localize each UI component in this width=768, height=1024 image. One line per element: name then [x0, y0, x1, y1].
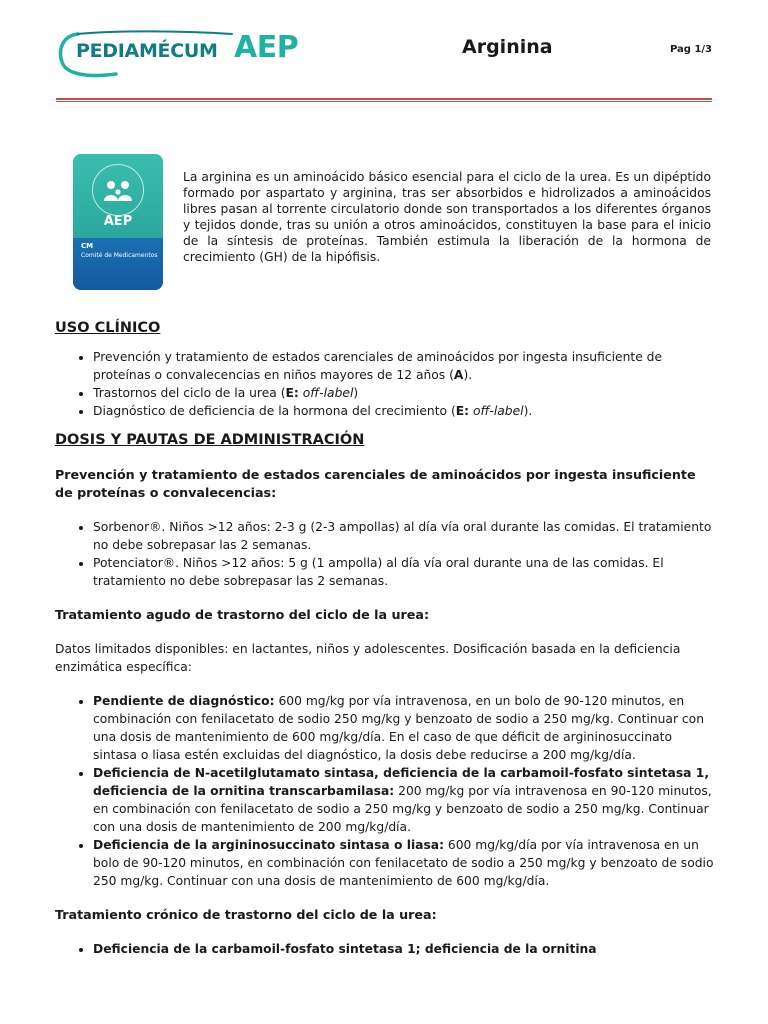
aep-seal-icon: [92, 164, 144, 216]
list-item: • Pendiente de diagnóstico: 600 mg/kg por vía intravenosa, en un bolo de 90-120 minutos, en combinación con fenilacetato de sodio 250 mg/kg y benzoato de sodio a 250 mg/kg. Continuar con una dosis de mantenimiento de 600 mg/kg/día. En el caso de que déficit de argininosuccinato sintasa o liasa estén excluidas del diagnóstico, la dosis debe reducirse a 200 mg/kg/día.: [93, 692, 715, 764]
header-divider-thin: [56, 101, 712, 102]
list-item: • Deficiencia de la argininosuccinato sintasa o liasa: 600 mg/kg/día por vía intravenosa en un bolo de 90-120 minutos, en combinación con fenilacetato de sodio a 250 mg/kg y benzoato de sodio 250 mg/kg. Continuar con una dosis de mantenimiento de 600 mg/kg/día.: [93, 836, 715, 890]
list-item: • Deficiencia de N-acetilglutamato sintasa, deficiencia de la carbamoil-fosfato sintetasa 1, deficiencia de la ornitina transcarbamilasa: 200 mg/kg por vía intravenosa en 90-120 minutos, en combinación con fenilacetato de sodio a 250 mg/kg y benzoato de sodio a 250 mg/kg. Continuar con una dosis de mantenimiento de 200 mg/kg/día.: [93, 764, 715, 836]
list-item: • Potenciator®. Niños >12 años: 5 g (1 ampolla) al día vía oral durante una de las comidas. El tratamiento no debe sobrepasar las 2 semanas.: [93, 554, 715, 590]
list-item: • Trastornos del ciclo de la urea (E: off-label): [93, 384, 715, 402]
section-heading-dosis: DOSIS Y PAUTAS DE ADMINISTRACIÓN: [55, 432, 365, 448]
pediamecum-logo: [56, 28, 306, 80]
badge-cm-label: CM: [81, 242, 94, 250]
subheading-agudo: Tratamiento agudo de trastorno del ciclo de la urea:: [55, 607, 430, 622]
aep-badge: [73, 154, 163, 290]
main-content: [55, 318, 715, 958]
logo-text: PEDIAMÉCUM: [76, 40, 218, 62]
subheading-prevencion: Prevención y tratamiento de estados carenciales de aminoácidos por ingesta insuficiente de proteínas o convalecencias:: [55, 467, 696, 500]
list-item: • Deficiencia de la carbamoil-fosfato sintetasa 1; deficiencia de la ornitina: [93, 940, 715, 958]
header-divider: [56, 98, 712, 100]
page-header: [0, 0, 768, 100]
badge-subtitle: Comité de Medicamentos: [81, 252, 158, 259]
list-item: • Sorbenor®. Niños >12 años: 2-3 g (2-3 ampollas) al día vía oral durante las comidas. El tratamiento no debe sobrepasar las 2 semanas.: [93, 518, 715, 554]
list-item: • Prevención y tratamiento de estados carenciales de aminoácidos por ingesta insuficiente de proteínas o convalecencias en niños mayores de 12 años (A).: [93, 348, 715, 384]
intro-paragraph: La arginina es un aminoácido básico esencial para el ciclo de la urea. Es un dipéptido formado por aspartato y arginina, tras ser absorbidos e hidrolizados a aminoácidos libres pasan al torrente circulatorio donde son transportados a los diferentes órganos y tejidos donde, tras su unión a otros aminoácidos, constituyen la base para el inicio de la síntesis de proteínas. También estimula la liberación de la hormona de crecimiento (GH) de la hipófisis.: [183, 170, 711, 264]
badge-aep-label: AEP: [103, 214, 133, 229]
family-figures-icon: [93, 165, 143, 215]
agudo-paragraph: Datos limitados disponibles: en lactantes, niños y adolescentes. Dosificación basada en la deficiencia enzimática específica:: [55, 642, 681, 674]
list-item: • Diagnóstico de deficiencia de la hormona del crecimiento (E: off-label).: [93, 402, 715, 420]
subheading-cronico: Tratamiento crónico de trastorno del ciclo de la urea:: [55, 907, 437, 922]
page-number: Pag 1/3: [670, 44, 713, 55]
uso-list: [55, 348, 715, 420]
page-title: Arginina: [462, 36, 553, 58]
prevencion-list: [55, 518, 715, 590]
section-heading-uso: USO CLÍNICO: [55, 320, 161, 336]
agudo-list: [55, 692, 715, 890]
cronico-list: [55, 940, 715, 958]
logo-aep-text: AEP: [234, 30, 299, 65]
